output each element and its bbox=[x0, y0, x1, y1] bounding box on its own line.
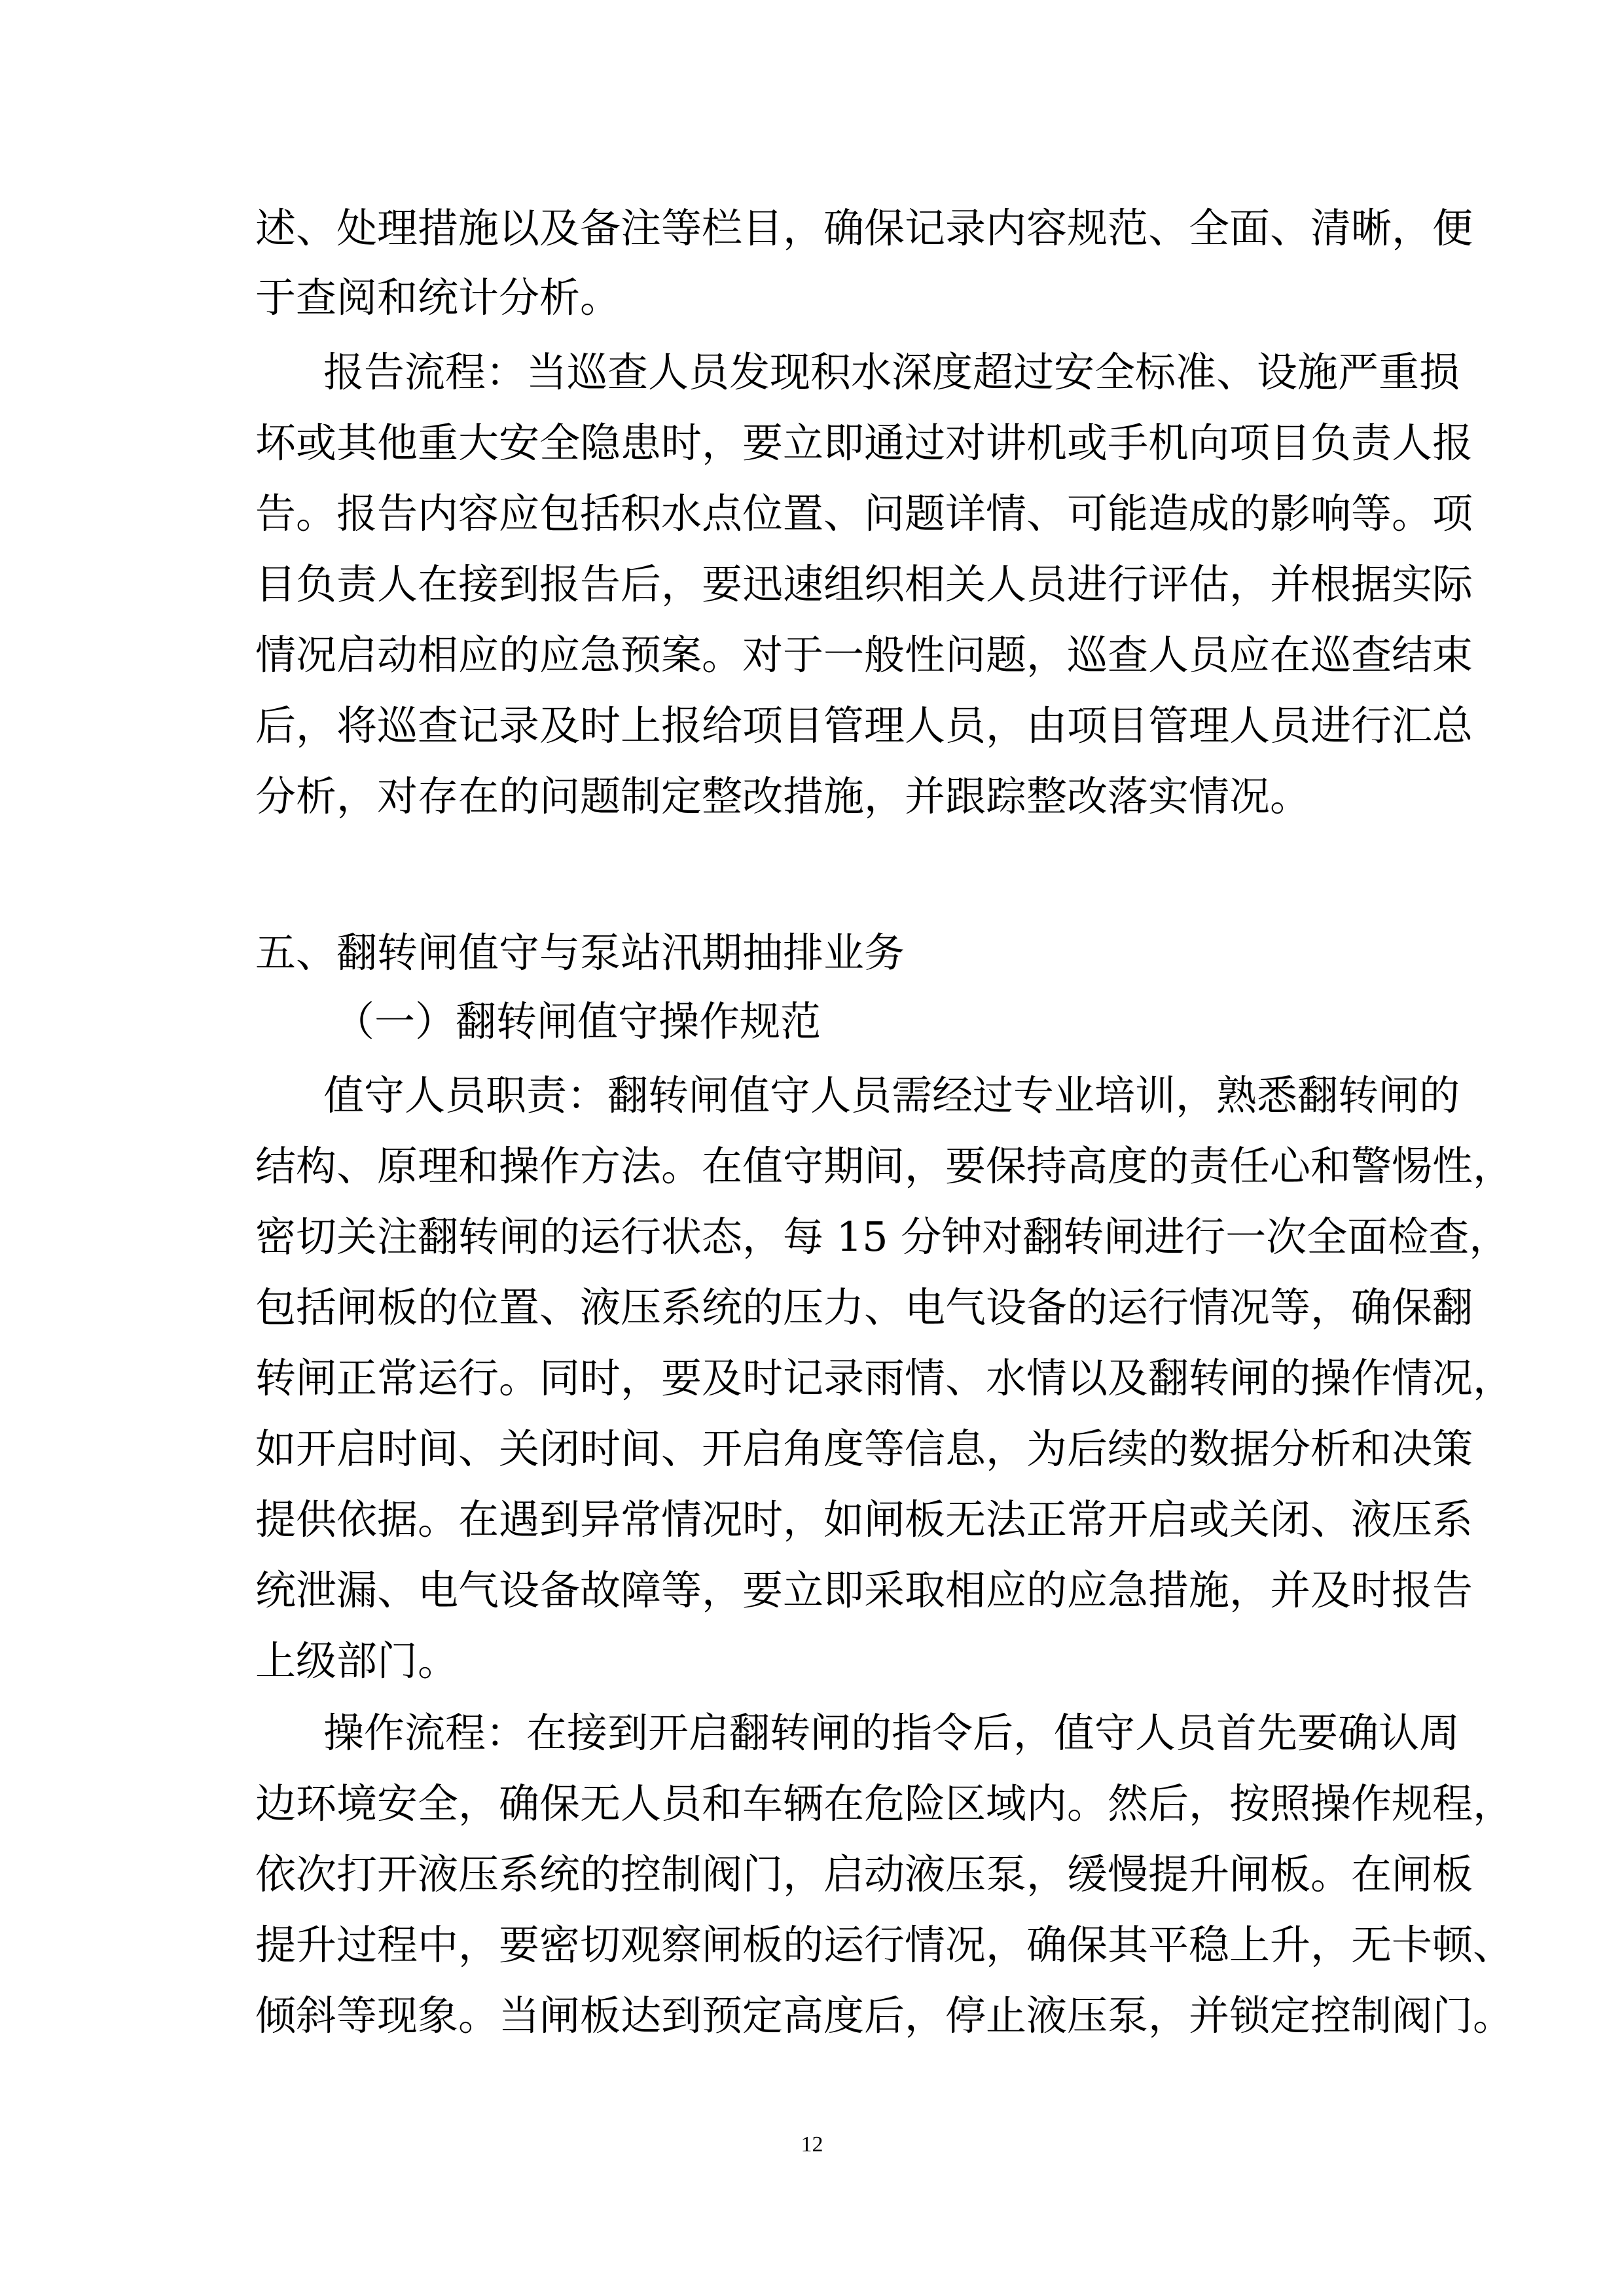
paragraph-line: 情况启动相应的应急预案。对于一般性问题，巡查人员应在巡查结束 bbox=[255, 631, 1473, 679]
paragraph-line: 提升过程中，要密切观察闸板的运行情况，确保其平稳上升，无卡顿、 bbox=[255, 1921, 1514, 1969]
paragraph-line: 报告流程：当巡查人员发现积水深度超过安全标准、设施严重损 bbox=[323, 348, 1460, 396]
paragraph-line: 于查阅和统计分析。 bbox=[255, 274, 621, 321]
paragraph-line: 操作流程：在接到开启翻转闸的指令后，值守人员首先要确认周 bbox=[323, 1709, 1460, 1757]
paragraph-line: 后，将巡查记录及时上报给项目管理人员，由项目管理人员进行汇总 bbox=[255, 702, 1473, 749]
paragraph-line: 如开启时间、关闭时间、开启角度等信息，为后续的数据分析和决策 bbox=[255, 1425, 1473, 1473]
paragraph-line: 目负责人在接到报告后，要迅速组织相关人员进行评估，并根据实际 bbox=[255, 560, 1473, 608]
paragraph-line: 提供依据。在遇到异常情况时，如闸板无法正常开启或关闭、液压系 bbox=[255, 1496, 1473, 1543]
paragraph-line: 统泄漏、电气设备故障等，要立即采取相应的应急措施，并及时报告 bbox=[255, 1566, 1473, 1614]
paragraph-line: 上级部门。 bbox=[255, 1637, 459, 1685]
paragraph-line: 告。报告内容应包括积水点位置、问题详情、可能造成的影响等。项 bbox=[255, 490, 1473, 537]
paragraph-line: 述、处理措施以及备注等栏目，确保记录内容规范、全面、清晰，便 bbox=[255, 204, 1473, 252]
section-heading: 五、翻转闸值守与泵站汛期抽排业务 bbox=[255, 929, 905, 977]
paragraph-line: 包括闸板的位置、液压系统的压力、电气设备的运行情况等，确保翻 bbox=[255, 1283, 1473, 1331]
paragraph-line: 密切关注翻转闸的运行状态，每 15 分钟对翻转闸进行一次全面检查， bbox=[255, 1213, 1510, 1261]
paragraph-line: 转闸正常运行。同时，要及时记录雨情、水情以及翻转闸的操作情况， bbox=[255, 1354, 1514, 1402]
paragraph-line: 边环境安全，确保无人员和车辆在危险区域内。然后，按照操作规程， bbox=[255, 1780, 1514, 1827]
paragraph-line: 结构、原理和操作方法。在值守期间，要保持高度的责任心和警惕性， bbox=[255, 1142, 1514, 1190]
paragraph-line: 分析，对存在的问题制定整改措施，并跟踪整改落实情况。 bbox=[255, 772, 1311, 820]
paragraph-line: 倾斜等现象。当闸板达到预定高度后，停止液压泵，并锁定控制阀门。 bbox=[255, 1992, 1514, 2039]
subsection-heading: （一）翻转闸值守操作规范 bbox=[334, 997, 821, 1045]
paragraph-line: 值守人员职责：翻转闸值守人员需经过专业培训，熟悉翻转闸的 bbox=[323, 1071, 1460, 1119]
paragraph-line: 坏或其他重大安全隐患时，要立即通过对讲机或手机向项目负责人报 bbox=[255, 419, 1473, 467]
paragraph-line: 依次打开液压系统的控制阀门，启动液压泵，缓慢提升闸板。在闸板 bbox=[255, 1850, 1473, 1898]
page-number: 12 bbox=[801, 2132, 823, 2157]
